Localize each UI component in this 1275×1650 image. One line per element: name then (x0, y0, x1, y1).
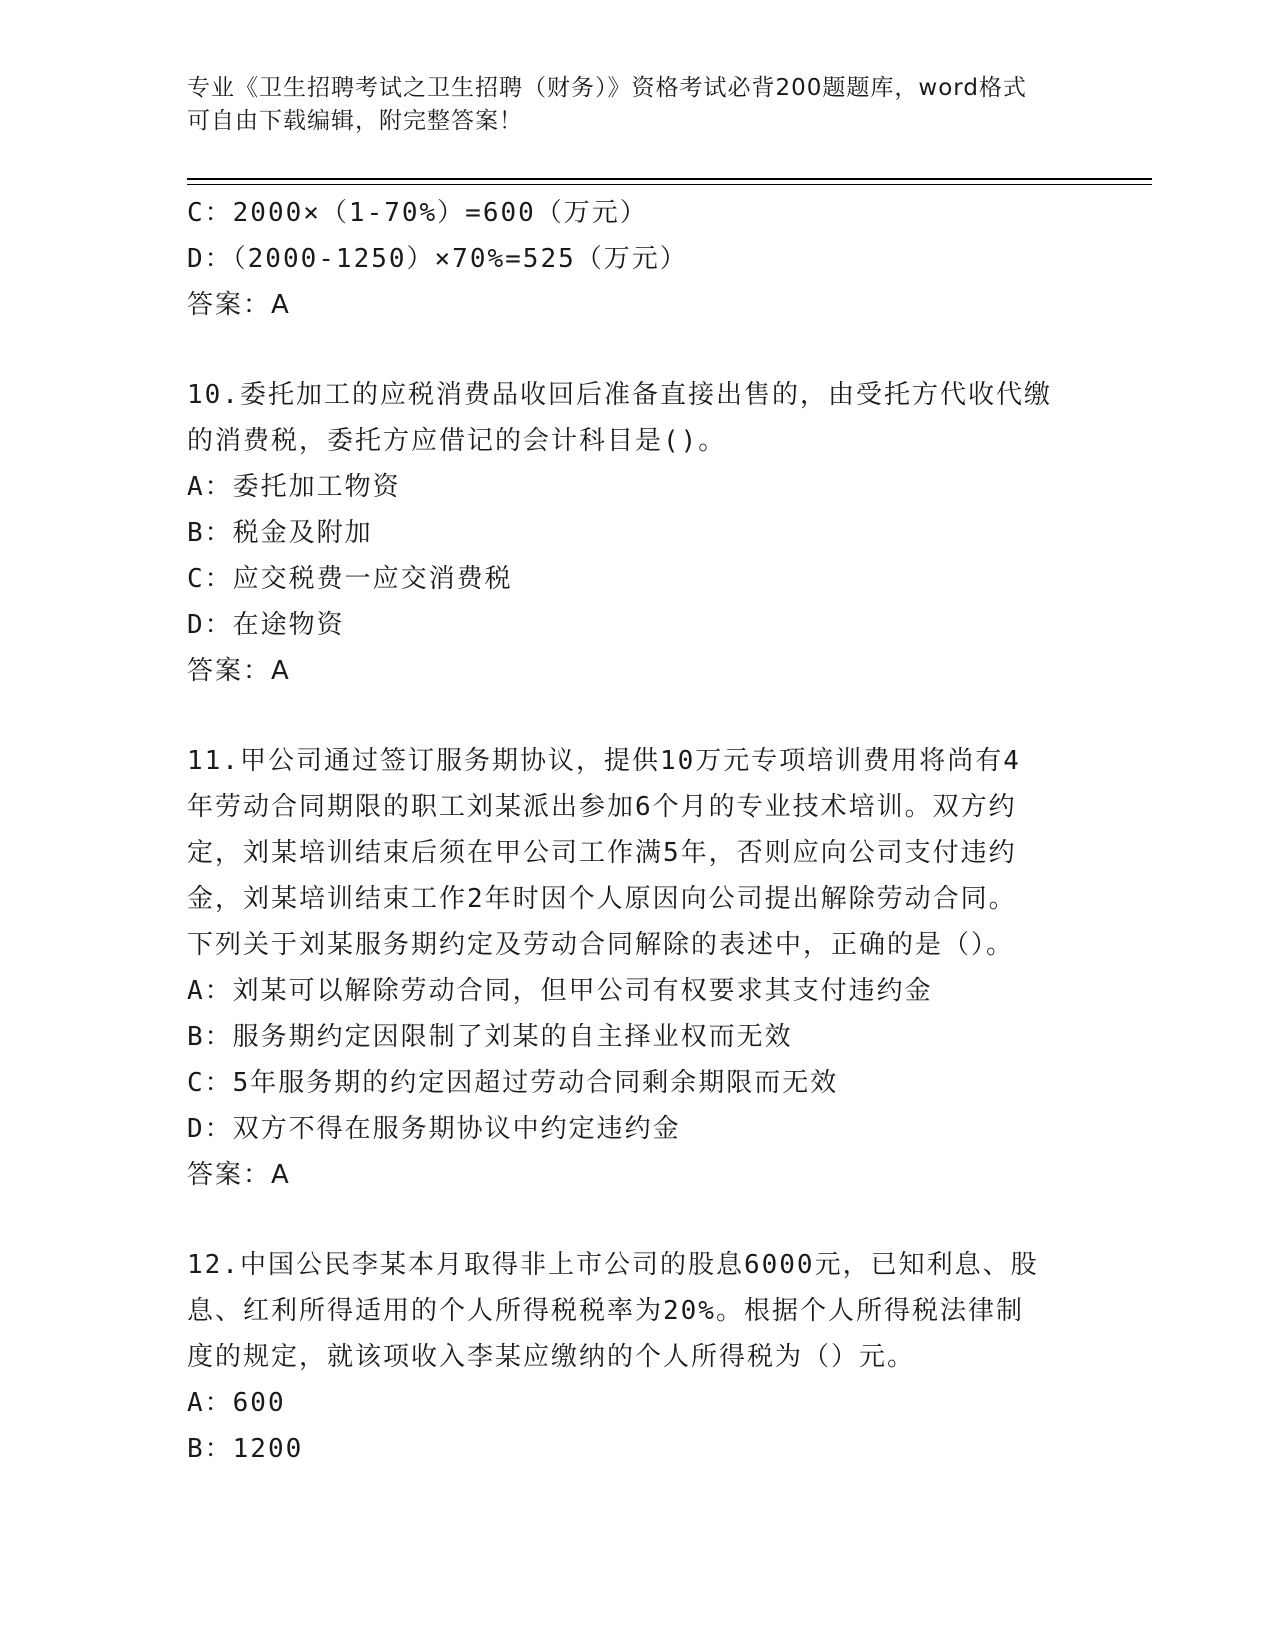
header-line-2: 可自由下载编辑，附完整答案！ (187, 108, 523, 134)
spacer (187, 1198, 1077, 1242)
question-12 (187, 1242, 1077, 1472)
document-header (187, 72, 1067, 138)
option-b: B：1200 (187, 1434, 304, 1464)
option-d: D：双方不得在服务期协议中约定违约金 (187, 1114, 681, 1144)
header-divider-thin (187, 184, 1152, 185)
question-11 (187, 738, 1077, 1198)
question-text-line: 11.甲公司通过签订服务期协议，提供10万元专项培训费用将尚有4 (187, 746, 1021, 776)
question-10 (187, 372, 1077, 694)
question-text-line: 金，刘某培训结束工作2年时因个人原因向公司提出解除劳动合同。 (187, 884, 1017, 914)
spacer (187, 328, 1077, 372)
spacer (187, 694, 1077, 738)
question-text-line: 定，刘某培训结束后须在甲公司工作满5年，否则应向公司支付违约 (187, 838, 1017, 868)
question-text-line: 的消费税，委托方应借记的会计科目是()。 (187, 426, 727, 456)
option-c: C：2000×（1-70%）=600（万元） (187, 198, 648, 228)
option-c: C：应交税费一应交消费税 (187, 564, 513, 594)
answer-line: 答案：A (187, 656, 291, 686)
option-a: A：刘某可以解除劳动合同，但甲公司有权要求其支付违约金 (187, 976, 933, 1006)
header-line-1: 专业《卫生招聘考试之卫生招聘（财务）》资格考试必背200题题库，word格式 (187, 75, 1027, 101)
question-text-line: 息、红利所得适用的个人所得税税率为20%。根据个人所得税法律制 (187, 1296, 1024, 1326)
option-b: B：服务期约定因限制了刘某的自主择业权而无效 (187, 1022, 793, 1052)
answer-line: 答案：A (187, 1160, 291, 1190)
option-a: A：委托加工物资 (187, 472, 401, 502)
option-b: B：税金及附加 (187, 518, 373, 548)
option-a: A：600 (187, 1388, 286, 1418)
option-c: C：5年服务期的约定因超过劳动合同剩余期限而无效 (187, 1068, 839, 1098)
prev-question-block (187, 190, 1077, 328)
option-d: D：（2000-1250）×70%=525（万元） (187, 244, 688, 274)
question-text-line: 下列关于刘某服务期约定及劳动合同解除的表述中，正确的是（）。 (187, 930, 1015, 960)
option-d: D：在途物资 (187, 610, 345, 640)
question-text-line: 10.委托加工的应税消费品收回后准备直接出售的，由受托方代收代缴 (187, 380, 1052, 410)
question-text-line: 度的规定，就该项收入李某应缴纳的个人所得税为（）元。 (187, 1342, 916, 1372)
answer-line: 答案：A (187, 290, 291, 320)
header-divider-thick (187, 178, 1152, 180)
question-text-line: 年劳动合同期限的职工刘某派出参加6个月的专业技术培训。双方约 (187, 792, 1017, 822)
question-text-line: 12.中国公民李某本月取得非上市公司的股息6000元，已知利息、股 (187, 1250, 1039, 1280)
document-body (187, 190, 1077, 1472)
